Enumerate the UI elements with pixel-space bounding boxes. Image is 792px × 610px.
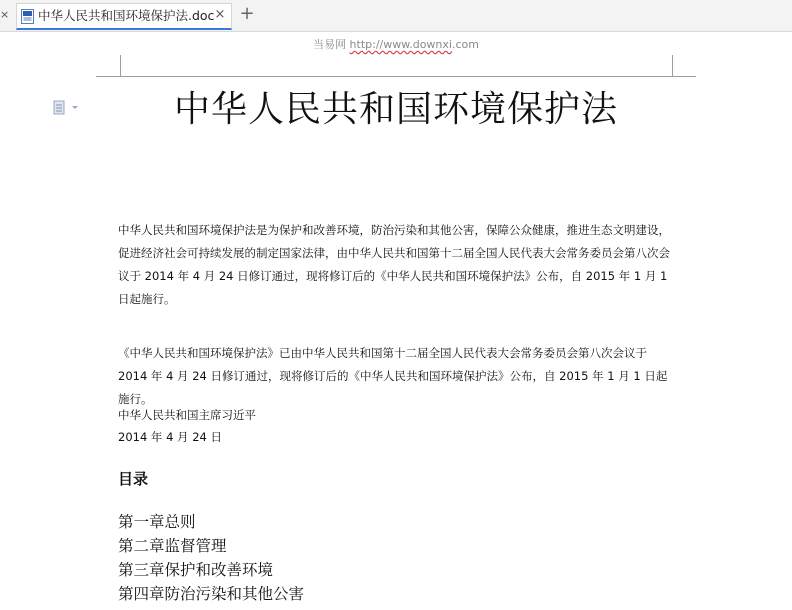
toc-item: 第一章总则 (118, 513, 196, 531)
signature-line: 中华人民共和国主席习近平 (118, 408, 256, 422)
toc-heading: 目录 (118, 470, 149, 488)
header-watermark (0, 38, 792, 52)
margin-mark-right (672, 55, 697, 77)
paragraph-announcement: 《中华人民共和国环境保护法》已由中华人民共和国第十二届全国人民代表大会常务委员会第八次会议于 2014 年 4 月 24 日修订通过，现将修订后的《中华人民共和国环境保护法》公布，自 2015 年 1 月 1 日起施行。 (118, 346, 668, 406)
watermark-url: http://www.downxi (349, 38, 452, 51)
watermark-url-tail: .com (451, 38, 479, 51)
paragraph-intro: 中华人民共和国环境保护法是为保护和改善环境，防治污染和其他公害，保障公众健康，推进生态文明建设，促进经济社会可持续发展的制定国家法律，由中华人民共和国第十二届全国人民代表大会常务委员会第八次会议于 2014 年 4 月 24 日修订通过，现将修订后的《中华人民共和国环境保护法》公布，自 2015 年 1 月 1 日起施行。 (118, 223, 670, 306)
tab-document[interactable] (16, 3, 232, 30)
tab-bar (0, 0, 792, 32)
document-title: 中华人民共和国环境保护法 (173, 89, 618, 130)
toc-list (118, 510, 304, 606)
header-boundary-line (96, 76, 696, 77)
tab-title: 中华人民共和国环境保护法.doc (38, 8, 215, 23)
toc-item: 第三章保护和改善环境 (118, 561, 274, 579)
new-tab-button[interactable]: + (239, 3, 255, 24)
tab-close-icon[interactable]: × (214, 7, 226, 22)
toc-item: 第四章防治污染和其他公害 (118, 585, 305, 603)
toc-item: 第二章监督管理 (118, 537, 227, 555)
watermark-site: 当易网 (313, 38, 347, 51)
close-icon[interactable]: × (0, 8, 10, 21)
date-line: 2014 年 4 月 24 日 (118, 430, 222, 444)
margin-mark-left (96, 55, 121, 77)
word-doc-icon (21, 9, 34, 24)
